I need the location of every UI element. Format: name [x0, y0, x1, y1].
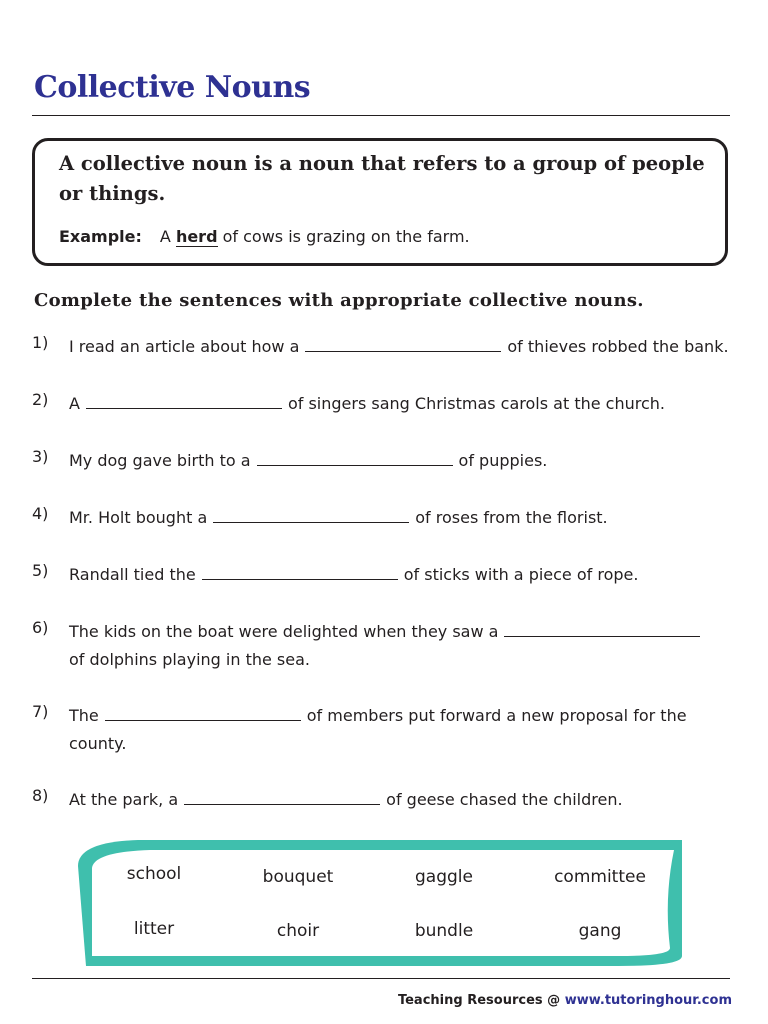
question-number: 6) [32, 618, 49, 637]
word-bank-item: litter [133, 919, 175, 939]
question-text-before: The kids on the boat were delighted when they saw a [69, 622, 499, 641]
question-text-before: The [69, 706, 99, 725]
page-title: Collective Nouns [34, 70, 311, 105]
question-text-before: My dog gave birth to a [69, 451, 251, 470]
question-text-after: of members put forward a new proposal for the county. [69, 706, 687, 753]
footer-link[interactable]: www.tutoringhour.com [564, 993, 732, 1008]
example-word: herd [175, 227, 218, 246]
question-text-before: Mr. Holt bought a [69, 508, 208, 527]
example-label: Example: [59, 227, 142, 246]
word-bank-frame [78, 838, 694, 968]
question-number: 7) [32, 702, 49, 721]
word-bank-item: school [126, 864, 182, 884]
answer-blank[interactable] [257, 447, 453, 466]
question-text-before: A [69, 394, 80, 413]
word-bank-item: gang [578, 921, 622, 941]
answer-blank[interactable] [504, 618, 700, 637]
word-bank [78, 838, 694, 968]
question-text-after: of puppies. [458, 451, 548, 470]
question-number: 1) [32, 333, 49, 352]
answer-blank[interactable] [86, 390, 282, 409]
word-bank-item: choir [276, 921, 320, 941]
question-number: 4) [32, 504, 49, 523]
question-number: 8) [32, 786, 49, 805]
example-before: A [159, 227, 176, 246]
answer-blank[interactable] [305, 333, 501, 352]
word-bank-item: bouquet [262, 867, 334, 887]
word-bank-item: gaggle [415, 867, 473, 887]
question-text-before: At the park, a [69, 790, 179, 809]
definition-text: A collective noun is a noun that refers to a group of people or things. [59, 152, 705, 205]
answer-blank[interactable] [202, 561, 398, 580]
question-text-before: I read an article about how a [69, 337, 300, 356]
answer-blank[interactable] [213, 504, 409, 523]
question-text-after: of sticks with a piece of rope. [403, 565, 639, 584]
question-text-after: of thieves robbed the bank. [507, 337, 729, 356]
question-number: 2) [32, 390, 49, 409]
word-bank-item: committee [554, 867, 646, 887]
footer-prefix: Teaching Resources @ [397, 993, 565, 1008]
question-text-after: of singers sang Christmas carols at the church. [287, 394, 665, 413]
example-sentence [59, 227, 470, 246]
question-number: 5) [32, 561, 49, 580]
answer-blank[interactable] [105, 702, 301, 721]
example-after: of cows is grazing on the farm. [217, 227, 470, 246]
question-text-after: of roses from the florist. [415, 508, 608, 527]
question-text-before: Randall tied the [69, 565, 196, 584]
footer [398, 993, 732, 1008]
footer-divider [32, 978, 730, 979]
word-bank-item: bundle [414, 921, 474, 941]
instructions: Complete the sentences with appropriate collective nouns. [34, 290, 644, 311]
question-number: 3) [32, 447, 49, 466]
definition-box [32, 138, 728, 266]
answer-blank[interactable] [184, 786, 380, 805]
question-text-after: of dolphins playing in the sea. [69, 650, 310, 669]
title-divider [32, 115, 730, 116]
question-text-after: of geese chased the children. [386, 790, 623, 809]
